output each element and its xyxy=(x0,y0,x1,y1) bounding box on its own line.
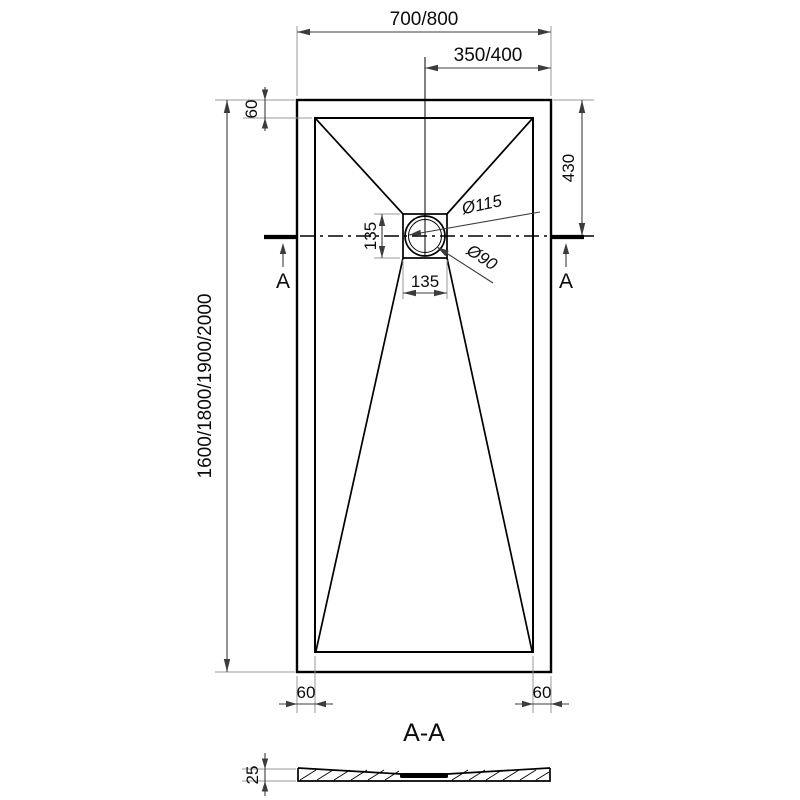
drain-square-height-label: 135 xyxy=(361,221,380,251)
dim-bottom-rim-left xyxy=(279,656,333,713)
drain-offset-label: 350/400 xyxy=(453,45,523,66)
top-to-drain-label: 430 xyxy=(559,153,578,183)
section-view xyxy=(242,719,550,796)
dim-top-rim xyxy=(242,87,312,131)
bottom-rim-right-label: 60 xyxy=(532,683,552,702)
dim-bottom-rim-right xyxy=(515,656,569,713)
overall-width-label: 700/800 xyxy=(389,9,459,30)
thickness-label: 25 xyxy=(243,765,262,785)
dim-drain-offset xyxy=(425,45,551,71)
section-title: A-A xyxy=(403,719,445,747)
section-drain-body xyxy=(400,773,448,778)
drain-outer-diameter-label: Ø115 xyxy=(460,191,504,219)
outer-edge-rect xyxy=(297,100,551,672)
top-rim-label: 60 xyxy=(242,99,261,119)
dim-thickness xyxy=(242,753,296,796)
dim-top-to-drain xyxy=(553,100,594,236)
bottom-rim-left-label: 60 xyxy=(296,683,316,702)
plan-view xyxy=(195,9,594,713)
dim-overall-length xyxy=(195,100,295,672)
section-marker-right xyxy=(550,237,584,293)
section-arrow-left xyxy=(280,243,286,254)
section-marker-left-label: A xyxy=(275,270,291,293)
section-arrow-right xyxy=(563,243,569,254)
section-marker-right-label: A xyxy=(558,270,574,293)
overall-length-label: 1600/1800/1900/2000 xyxy=(195,293,216,479)
drain-square-width-label: 135 xyxy=(410,272,440,291)
drain-inner-diameter-label: Ø90 xyxy=(463,240,501,275)
dim-drain-square-width xyxy=(403,260,447,299)
section-marker-left xyxy=(264,237,298,293)
